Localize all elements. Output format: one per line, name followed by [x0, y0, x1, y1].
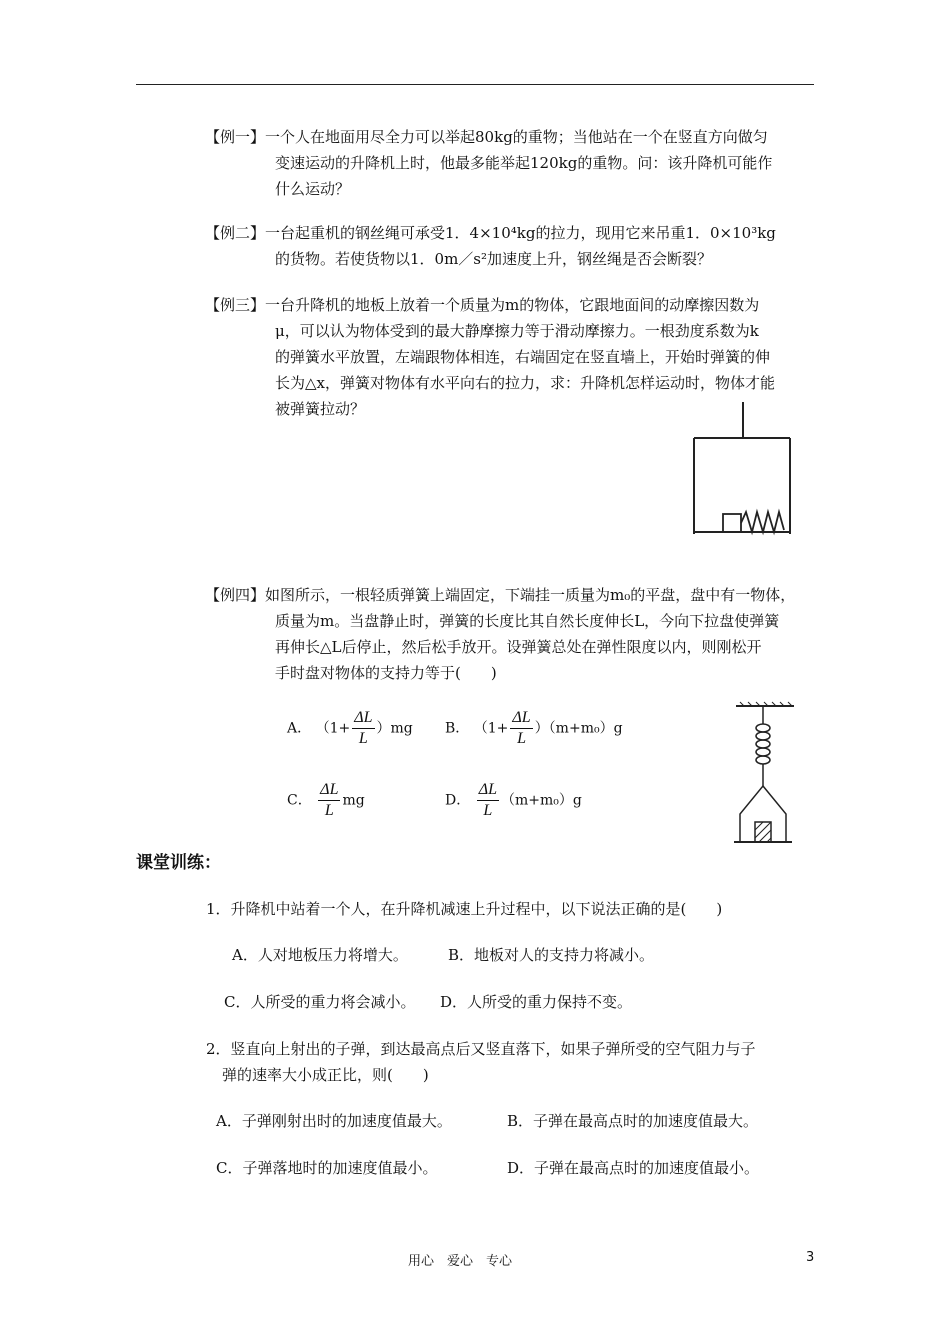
fraction-denominator: L: [517, 730, 526, 747]
elevator-figure: [690, 398, 800, 538]
block-shape: [723, 514, 741, 532]
fraction-denominator: L: [324, 802, 334, 819]
training-heading: 课堂训练：: [136, 853, 221, 873]
delta-l-over-l-fraction: [318, 780, 340, 821]
fraction-denominator: L: [483, 802, 493, 819]
option-b-suffix: ）（m+m₀）g: [534, 720, 623, 737]
coil-spring-shape: [756, 724, 770, 764]
example-3-tag: 【例三】: [205, 296, 266, 314]
example-3-text-1: 一台升降机的地板上放着一个质量为m的物体，它跟地面间的动摩擦因数为: [265, 296, 760, 314]
example-4-line-2: 质量为m。当盘静止时，弹簧的长度比其自然长度伸长L，今向下拉盘使弹簧: [275, 612, 780, 630]
example-4-line-1: [205, 582, 795, 608]
example-4-line-3: 再伸长△L后停止，然后松手放开。设弹簧总处在弹性限度以内，则刚松开: [275, 638, 762, 656]
option-d-suffix: （m+m₀）g: [500, 792, 582, 809]
spring-shape: [741, 512, 784, 532]
example-3-line-5: 被弹簧拉动？: [275, 400, 366, 418]
option-d: [445, 780, 582, 821]
option-a: [287, 708, 413, 749]
question-1-option-a: A．人对地板压力将增大。: [232, 946, 408, 964]
header-rule: [136, 84, 814, 85]
example-2-tag: 【例二】: [205, 224, 266, 242]
example-4-line-4: 手时盘对物体的支持力等于( ): [275, 664, 497, 682]
spring-pan-figure: [730, 700, 800, 846]
option-b-label: B．: [445, 720, 470, 737]
page-number: 3: [806, 1250, 815, 1265]
option-b-prefix: （1+: [473, 720, 509, 737]
example-2-text-1: 一台起重机的钢丝绳可承受1．4×10⁴kg的拉力，现用它来吊重1．0×10³kg: [265, 224, 776, 242]
example-2-line-1: [205, 220, 776, 246]
question-2-option-a: A．子弹刚射出时的加速度值最大。: [216, 1112, 452, 1130]
option-c-label: C．: [287, 792, 312, 809]
option-d-label: D．: [445, 792, 471, 809]
fraction-numerator: ΔL: [477, 780, 499, 801]
example-4-tag: 【例四】: [205, 586, 266, 604]
question-2-option-b: B．子弹在最高点时的加速度值最大。: [507, 1112, 759, 1130]
question-1-stem: 1．升降机中站着一个人，在升降机减速上升过程中，以下说法正确的是( ): [206, 900, 723, 918]
question-1-option-b: B．地板对人的支持力将减小。: [448, 946, 655, 964]
question-2-option-d: D．子弹在最高点时的加速度值最小。: [507, 1159, 760, 1177]
fraction-denominator: L: [358, 730, 368, 747]
question-1-option-d: D．人所受的重力保持不变。: [440, 993, 633, 1011]
fraction-numerator: ΔL: [510, 708, 532, 729]
example-1-line-3: 什么运动？: [275, 180, 351, 198]
option-c: [287, 780, 365, 821]
delta-l-over-l-fraction: [510, 708, 532, 749]
question-1-option-c: C．人所受的重力将会减小。: [224, 993, 416, 1011]
example-3-line-3: 的弹簧水平放置，左端跟物体相连，右端固定在竖直墙上，开始时弹簧的伸: [275, 348, 771, 366]
question-2-stem-line-2: 弹的速率大小成正比，则( ): [222, 1066, 429, 1084]
delta-l-over-l-fraction: [477, 780, 499, 821]
option-b: [445, 708, 623, 749]
example-2-line-2: 的货物。若使货物以1．0m／s²加速度上升，钢丝绳是否会断裂？: [275, 250, 713, 268]
option-a-label: A．: [287, 720, 312, 737]
example-1-line-1: [205, 124, 768, 150]
option-a-prefix: （1+: [315, 720, 351, 737]
delta-l-over-l-fraction: [352, 708, 374, 749]
example-3-line-1: [205, 292, 759, 318]
example-1-line-2: 变速运动的升降机上时，他最多能举起120kg的重物。问：该升降机可能作: [275, 154, 773, 172]
example-3-line-4: 长为△x，弹簧对物体有水平向右的拉力，求：升降机怎样运动时，物体才能: [275, 374, 775, 392]
example-4-text-1: 如图所示，一根轻质弹簧上端固定，下端挂一质量为m₀的平盘，盘中有一物体，: [265, 586, 796, 604]
question-2-stem-line-1: 2．竖直向上射出的子弹，到达最高点后又竖直落下，如果子弹所受的空气阻力与子: [206, 1040, 756, 1058]
example-1-tag: 【例一】: [205, 128, 266, 146]
fraction-numerator: ΔL: [352, 708, 374, 729]
footer-motto: 用心 爱心 专心: [408, 1254, 513, 1269]
example-1-text-1: 一个人在地面用尽全力可以举起80kg的重物；当他站在一个在竖直方向做匀: [265, 128, 768, 146]
example-3-line-2: μ，可以认为物体受到的最大静摩擦力等于滑动摩擦力。一根劲度系数为k: [275, 322, 759, 340]
question-2-option-c: C．子弹落地时的加速度值最小。: [216, 1159, 438, 1177]
option-a-suffix: ）mg: [376, 720, 413, 737]
fraction-numerator: ΔL: [318, 780, 340, 801]
option-c-suffix: mg: [342, 792, 365, 809]
